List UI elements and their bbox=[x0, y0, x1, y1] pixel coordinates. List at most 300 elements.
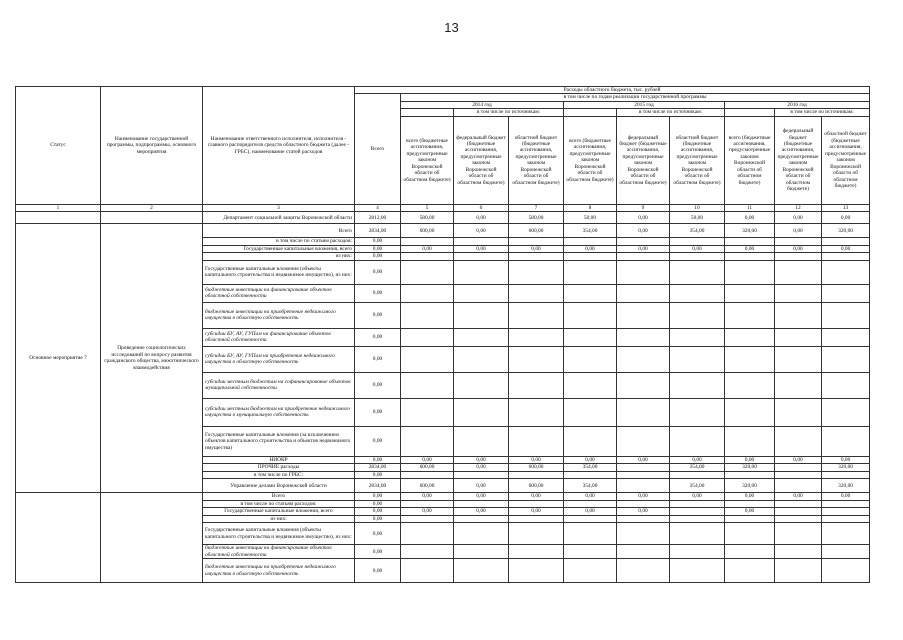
row-label: субсидии БУ, АУ, ГУПам на приобретение недвижимого имущества в областную собственность bbox=[203, 346, 355, 372]
status-cell bbox=[16, 212, 101, 224]
value-cell bbox=[725, 426, 775, 456]
value-cell: 0,00 bbox=[509, 493, 564, 500]
value-cell bbox=[454, 302, 509, 328]
value-cell bbox=[775, 426, 822, 456]
value-cell: 50,00 bbox=[670, 212, 725, 224]
value-cell: 0,00 bbox=[355, 346, 401, 372]
value-cell bbox=[401, 302, 454, 328]
value-cell bbox=[617, 426, 670, 456]
header-total: Всего bbox=[355, 94, 401, 204]
column-number: 2 bbox=[101, 204, 203, 211]
value-cell: 320,00 bbox=[725, 464, 775, 471]
value-cell: 0,00 bbox=[617, 493, 670, 500]
value-cell: 0,00 bbox=[775, 212, 822, 224]
value-cell: 600,00 bbox=[401, 464, 454, 471]
value-cell bbox=[822, 508, 870, 515]
value-cell bbox=[509, 398, 564, 426]
value-cell bbox=[401, 372, 454, 398]
value-cell: 0,00 bbox=[454, 508, 509, 515]
row-label: в том числе по статьям расходов: bbox=[203, 500, 355, 507]
value-cell: 0,00 bbox=[355, 426, 401, 456]
value-cell bbox=[401, 523, 454, 545]
value-cell bbox=[401, 515, 454, 522]
value-cell bbox=[775, 302, 822, 328]
value-cell bbox=[509, 260, 564, 284]
value-cell: 0,00 bbox=[355, 508, 401, 515]
value-cell: 0,00 bbox=[355, 471, 401, 478]
header-col-total: всего (бюджетные ассигнования, предусмотренные законом Воронежской области об областном бюджете) bbox=[401, 116, 454, 204]
value-cell bbox=[454, 426, 509, 456]
value-cell: 0,00 bbox=[564, 456, 617, 463]
value-cell bbox=[822, 328, 870, 346]
value-cell bbox=[454, 523, 509, 545]
value-cell bbox=[725, 523, 775, 545]
value-cell bbox=[670, 515, 725, 522]
column-number: 6 bbox=[454, 204, 509, 211]
value-cell: 0,00 bbox=[355, 328, 401, 346]
row-label: субсидии местным бюджетам на софинансирование объектов муниципальной собственности bbox=[203, 372, 355, 398]
value-cell bbox=[822, 500, 870, 507]
value-cell bbox=[401, 426, 454, 456]
value-cell: 0,00 bbox=[454, 245, 509, 252]
row-label: Государственные капитальные вложения (объекты капитального строительства и недвижимое имущество), из них: bbox=[203, 523, 355, 545]
value-cell: 0,00 bbox=[564, 493, 617, 500]
value-cell bbox=[617, 346, 670, 372]
value-cell: 0,00 bbox=[454, 479, 509, 493]
row-label: в том числе по ГРБС: bbox=[203, 471, 355, 478]
value-cell bbox=[775, 523, 822, 545]
value-cell bbox=[670, 426, 725, 456]
value-cell: 0,00 bbox=[822, 212, 870, 224]
value-cell bbox=[822, 253, 870, 260]
value-cell bbox=[454, 559, 509, 583]
value-cell: 0,00 bbox=[725, 508, 775, 515]
value-cell bbox=[617, 515, 670, 522]
header-col-total: всего (бюджетные ассигнования, предусмотренные законом Воронежской области об областном бюджете) bbox=[564, 116, 617, 204]
value-cell bbox=[670, 238, 725, 245]
value-cell bbox=[725, 253, 775, 260]
value-cell: 0,00 bbox=[725, 212, 775, 224]
row-label: Государственные капитальные вложения, всего bbox=[203, 245, 355, 252]
value-cell bbox=[564, 500, 617, 507]
row-label: бюджетные инвестиции на приобретение недвижимого имущества в областную собственность bbox=[203, 302, 355, 328]
value-cell: 0,00 bbox=[355, 545, 401, 559]
value-cell: 0,00 bbox=[564, 508, 617, 515]
value-cell: 320,00 bbox=[822, 464, 870, 471]
value-cell bbox=[401, 471, 454, 478]
value-cell bbox=[670, 302, 725, 328]
value-cell: 0,00 bbox=[509, 508, 564, 515]
value-cell bbox=[564, 284, 617, 302]
value-cell bbox=[670, 523, 725, 545]
value-cell bbox=[617, 398, 670, 426]
row-label: бюджетные инвестиции на приобретение недвижимого имущества в областную собственность bbox=[203, 559, 355, 583]
value-cell bbox=[454, 545, 509, 559]
header-col-total: всего (бюджетные ассигнования, предусмотренные законом Воронежской области об областном бюджете) bbox=[725, 116, 775, 204]
value-cell: 320,00 bbox=[822, 479, 870, 493]
value-cell bbox=[564, 328, 617, 346]
value-cell bbox=[509, 372, 564, 398]
value-cell bbox=[401, 545, 454, 559]
value-cell bbox=[564, 545, 617, 559]
column-number: 5 bbox=[401, 204, 454, 211]
value-cell bbox=[775, 545, 822, 559]
value-cell bbox=[670, 398, 725, 426]
value-cell: 50,00 bbox=[564, 212, 617, 224]
value-cell: 0,00 bbox=[355, 456, 401, 463]
value-cell bbox=[725, 515, 775, 522]
value-cell bbox=[725, 398, 775, 426]
value-cell bbox=[509, 545, 564, 559]
row-label: Управление делами Воронежской области bbox=[203, 479, 355, 493]
value-cell bbox=[775, 372, 822, 398]
value-cell bbox=[564, 426, 617, 456]
value-cell: 0,00 bbox=[775, 456, 822, 463]
value-cell: 320,00 bbox=[822, 224, 870, 238]
value-cell bbox=[401, 238, 454, 245]
value-cell: 354,00 bbox=[670, 224, 725, 238]
value-cell bbox=[822, 523, 870, 545]
column-number: 3 bbox=[203, 204, 355, 211]
value-cell bbox=[564, 523, 617, 545]
value-cell: 0,00 bbox=[725, 493, 775, 500]
row-label: из них: bbox=[203, 253, 355, 260]
column-number: 11 bbox=[725, 204, 775, 211]
value-cell bbox=[822, 515, 870, 522]
value-cell bbox=[775, 398, 822, 426]
value-cell bbox=[509, 515, 564, 522]
value-cell: 0,00 bbox=[670, 456, 725, 463]
value-cell bbox=[617, 328, 670, 346]
value-cell bbox=[775, 500, 822, 507]
column-number: 7 bbox=[509, 204, 564, 211]
value-cell bbox=[509, 302, 564, 328]
value-cell: 2834,00 bbox=[355, 224, 401, 238]
row-label: субсидии местным бюджетам на приобретение недвижимого имущества в муниципальную собственность bbox=[203, 398, 355, 426]
value-cell bbox=[401, 253, 454, 260]
program-cell bbox=[101, 493, 203, 583]
value-cell bbox=[564, 346, 617, 372]
value-cell: 0,00 bbox=[401, 456, 454, 463]
value-cell bbox=[401, 398, 454, 426]
value-cell bbox=[564, 471, 617, 478]
value-cell bbox=[401, 284, 454, 302]
value-cell: 2812,00 bbox=[355, 212, 401, 224]
column-number: 13 bbox=[822, 204, 870, 211]
header-year-2015: 2015 год bbox=[564, 101, 725, 108]
row-label: субсидии БУ, АУ, ГУПам на финансирование объектов областной собственности bbox=[203, 328, 355, 346]
value-cell: 354,00 bbox=[564, 479, 617, 493]
value-cell: 0,00 bbox=[355, 515, 401, 522]
row-label: в том числе по статьям расходов: bbox=[203, 238, 355, 245]
value-cell: 320,00 bbox=[725, 479, 775, 493]
value-cell: 0,00 bbox=[454, 224, 509, 238]
value-cell: 0,00 bbox=[355, 559, 401, 583]
program-cell bbox=[101, 212, 203, 224]
value-cell: 0,00 bbox=[617, 212, 670, 224]
header-col-federal: федеральный бюджет (бюджетные ассигнования, предусмотренные законом Воронежской области об областном бюджете) bbox=[775, 116, 822, 204]
value-cell bbox=[822, 302, 870, 328]
value-cell bbox=[401, 559, 454, 583]
value-cell: 600,00 bbox=[509, 464, 564, 471]
value-cell: 354,00 bbox=[670, 479, 725, 493]
row-label: Государственные капитальные вложения, всего bbox=[203, 508, 355, 515]
value-cell bbox=[725, 238, 775, 245]
table-row bbox=[16, 493, 870, 500]
row-label: Государственные капитальные вложения (объекты капитального строительства и недвижимое имущество), из них: bbox=[203, 260, 355, 284]
value-cell: 0,00 bbox=[822, 456, 870, 463]
value-cell bbox=[725, 500, 775, 507]
value-cell bbox=[564, 372, 617, 398]
value-cell: 600,00 bbox=[509, 479, 564, 493]
value-cell: 600,00 bbox=[401, 224, 454, 238]
header-by-years: в том числе по годам реализации государственной программы bbox=[401, 94, 870, 101]
value-cell bbox=[670, 346, 725, 372]
value-cell bbox=[509, 238, 564, 245]
value-cell bbox=[775, 464, 822, 471]
value-cell bbox=[822, 398, 870, 426]
value-cell bbox=[617, 284, 670, 302]
value-cell: 2834,00 bbox=[355, 479, 401, 493]
value-cell: 354,00 bbox=[670, 464, 725, 471]
value-cell bbox=[509, 284, 564, 302]
value-cell bbox=[617, 302, 670, 328]
value-cell: 0,00 bbox=[355, 500, 401, 507]
value-cell bbox=[564, 253, 617, 260]
column-number: 4 bbox=[355, 204, 401, 211]
header-executor: Наименование ответственного исполнителя, исполнителя - главного распорядителя средств областного бюджета (далее - ГРБС), наименование статей расходов bbox=[203, 87, 355, 205]
value-cell bbox=[670, 500, 725, 507]
row-label: бюджетные инвестиции на финансирование объектов областной собственности bbox=[203, 545, 355, 559]
status-cell bbox=[16, 493, 101, 583]
value-cell bbox=[617, 238, 670, 245]
value-cell bbox=[509, 500, 564, 507]
value-cell: 600,00 bbox=[401, 479, 454, 493]
value-cell bbox=[454, 372, 509, 398]
header-program-name: Наименование государственной программы, подпрограммы, основного мероприятия bbox=[101, 87, 203, 205]
value-cell bbox=[725, 346, 775, 372]
value-cell bbox=[670, 260, 725, 284]
header-sources-2014: в том числе по источникам: bbox=[454, 109, 564, 116]
row-label: ПРОЧИЕ расходы bbox=[203, 464, 355, 471]
value-cell bbox=[564, 559, 617, 583]
value-cell: 0,00 bbox=[725, 245, 775, 252]
row-label: Всего bbox=[203, 224, 355, 238]
value-cell: 354,00 bbox=[564, 464, 617, 471]
value-cell bbox=[670, 328, 725, 346]
value-cell: 0,00 bbox=[355, 302, 401, 328]
value-cell bbox=[670, 284, 725, 302]
value-cell bbox=[617, 500, 670, 507]
value-cell bbox=[454, 253, 509, 260]
value-cell bbox=[775, 284, 822, 302]
column-number: 8 bbox=[564, 204, 617, 211]
value-cell: 0,00 bbox=[822, 245, 870, 252]
value-cell bbox=[401, 328, 454, 346]
value-cell bbox=[564, 260, 617, 284]
value-cell: 354,00 bbox=[564, 224, 617, 238]
header-status: Статус bbox=[16, 87, 101, 205]
value-cell: 0,00 bbox=[355, 493, 401, 500]
value-cell bbox=[822, 238, 870, 245]
header-col-federal: федеральный бюджет (бюджетные ассигнования, предусмотренные законом Воронежской области об областном бюджете) bbox=[617, 116, 670, 204]
value-cell bbox=[775, 479, 822, 493]
value-cell bbox=[670, 545, 725, 559]
value-cell: 0,00 bbox=[401, 508, 454, 515]
value-cell bbox=[670, 559, 725, 583]
value-cell bbox=[775, 346, 822, 372]
value-cell: 0,00 bbox=[454, 464, 509, 471]
value-cell: 0,00 bbox=[401, 245, 454, 252]
value-cell: 0,00 bbox=[775, 245, 822, 252]
value-cell: 600,00 bbox=[509, 224, 564, 238]
value-cell bbox=[454, 500, 509, 507]
column-number: 10 bbox=[670, 204, 725, 211]
page-number: 13 bbox=[444, 20, 459, 35]
value-cell bbox=[564, 515, 617, 522]
value-cell bbox=[775, 260, 822, 284]
value-cell bbox=[454, 515, 509, 522]
value-cell bbox=[775, 253, 822, 260]
value-cell bbox=[725, 545, 775, 559]
value-cell: 0,00 bbox=[355, 245, 401, 252]
value-cell: 0,00 bbox=[355, 260, 401, 284]
value-cell bbox=[454, 328, 509, 346]
header-sources-2015: в том числе по источникам: bbox=[617, 109, 725, 116]
value-cell bbox=[725, 302, 775, 328]
value-cell bbox=[401, 500, 454, 507]
header-year-2016: 2016 год bbox=[725, 101, 870, 108]
status-cell: Основное мероприятие 7 bbox=[16, 224, 101, 493]
value-cell bbox=[822, 260, 870, 284]
header-sources-2016: в том числе по источникам: bbox=[775, 109, 870, 116]
value-cell bbox=[725, 559, 775, 583]
row-label: Государственные капитальные вложения (за исключением объектов капитального строительства и объектов недвижимого имущества) bbox=[203, 426, 355, 456]
value-cell bbox=[775, 238, 822, 245]
value-cell: 0,00 bbox=[509, 245, 564, 252]
value-cell bbox=[617, 372, 670, 398]
header-expenses-title: Расходы областного бюджета, тыс. рублей bbox=[355, 87, 870, 94]
header-col-federal: федеральный бюджет (бюджетные ассигнования, предусмотренные законом Воронежской области об областном бюджете) bbox=[454, 116, 509, 204]
budget-table bbox=[15, 86, 870, 583]
row-label: Департамент социальной защиты Воронежской области bbox=[203, 212, 355, 224]
value-cell: 0,00 bbox=[355, 523, 401, 545]
value-cell bbox=[775, 508, 822, 515]
value-cell: 0,00 bbox=[617, 224, 670, 238]
header-col-regional: областной бюджет (бюджетные ассигнования, предусмотренные законом Воронежской области об областном бюджете) bbox=[670, 116, 725, 204]
value-cell bbox=[822, 284, 870, 302]
value-cell: 0,00 bbox=[355, 398, 401, 426]
value-cell bbox=[725, 260, 775, 284]
value-cell bbox=[509, 523, 564, 545]
value-cell bbox=[670, 372, 725, 398]
table-row bbox=[16, 212, 870, 224]
value-cell bbox=[509, 471, 564, 478]
value-cell: 580,00 bbox=[401, 212, 454, 224]
header-col-regional: областной бюджет (бюджетные ассигнования, предусмотренные законом Воронежской области об областном бюджете) bbox=[509, 116, 564, 204]
value-cell bbox=[670, 471, 725, 478]
value-cell bbox=[454, 346, 509, 372]
value-cell bbox=[509, 328, 564, 346]
row-label: из них: bbox=[203, 515, 355, 522]
value-cell bbox=[454, 471, 509, 478]
header-year-2014: 2014 год bbox=[401, 101, 564, 108]
value-cell bbox=[822, 545, 870, 559]
value-cell bbox=[509, 253, 564, 260]
value-cell bbox=[775, 471, 822, 478]
row-label: НИОКР bbox=[203, 456, 355, 463]
value-cell: 0,00 bbox=[355, 238, 401, 245]
value-cell: 0,00 bbox=[617, 245, 670, 252]
value-cell: 0,00 bbox=[454, 456, 509, 463]
value-cell bbox=[617, 545, 670, 559]
value-cell bbox=[617, 559, 670, 583]
value-cell: 0,00 bbox=[775, 493, 822, 500]
value-cell bbox=[454, 238, 509, 245]
value-cell bbox=[725, 372, 775, 398]
value-cell bbox=[775, 515, 822, 522]
value-cell: 0,00 bbox=[822, 493, 870, 500]
value-cell bbox=[564, 302, 617, 328]
value-cell bbox=[822, 346, 870, 372]
value-cell: 0,00 bbox=[401, 493, 454, 500]
header-col-regional: областной бюджет (бюджетные ассигнования, предусмотренные законом Воронежской области об областном бюджете) bbox=[822, 116, 870, 204]
value-cell bbox=[617, 260, 670, 284]
program-cell: Проведение социологических исследований по вопросу развития гражданского общества, межэтнического взаимодействия bbox=[101, 224, 203, 493]
value-cell bbox=[617, 479, 670, 493]
value-cell bbox=[822, 372, 870, 398]
value-cell bbox=[822, 426, 870, 456]
value-cell bbox=[725, 471, 775, 478]
value-cell bbox=[454, 398, 509, 426]
value-cell: 0,00 bbox=[725, 456, 775, 463]
value-cell bbox=[564, 398, 617, 426]
value-cell bbox=[617, 523, 670, 545]
value-cell: 2834,00 bbox=[355, 464, 401, 471]
row-label: бюджетные инвестиции на финансирование объектов областной собственности bbox=[203, 284, 355, 302]
value-cell bbox=[509, 559, 564, 583]
value-cell: 0,00 bbox=[355, 284, 401, 302]
column-number: 9 bbox=[617, 204, 670, 211]
value-cell: 0,00 bbox=[454, 493, 509, 500]
value-cell bbox=[617, 464, 670, 471]
value-cell bbox=[454, 284, 509, 302]
value-cell bbox=[564, 238, 617, 245]
value-cell bbox=[401, 260, 454, 284]
value-cell: 0,00 bbox=[775, 224, 822, 238]
value-cell bbox=[454, 260, 509, 284]
value-cell bbox=[725, 328, 775, 346]
value-cell bbox=[401, 346, 454, 372]
value-cell bbox=[725, 284, 775, 302]
value-cell: 0,00 bbox=[355, 372, 401, 398]
value-cell bbox=[509, 426, 564, 456]
column-number: 12 bbox=[775, 204, 822, 211]
value-cell: 0,00 bbox=[670, 493, 725, 500]
value-cell: 580,00 bbox=[509, 212, 564, 224]
value-cell: 320,00 bbox=[725, 224, 775, 238]
value-cell bbox=[822, 559, 870, 583]
value-cell: 0,00 bbox=[670, 245, 725, 252]
value-cell bbox=[670, 253, 725, 260]
value-cell bbox=[670, 508, 725, 515]
value-cell: 0,00 bbox=[617, 456, 670, 463]
value-cell bbox=[775, 559, 822, 583]
row-label: Всего bbox=[203, 493, 355, 500]
table-row bbox=[16, 224, 870, 238]
value-cell bbox=[617, 253, 670, 260]
value-cell: 0,00 bbox=[617, 508, 670, 515]
